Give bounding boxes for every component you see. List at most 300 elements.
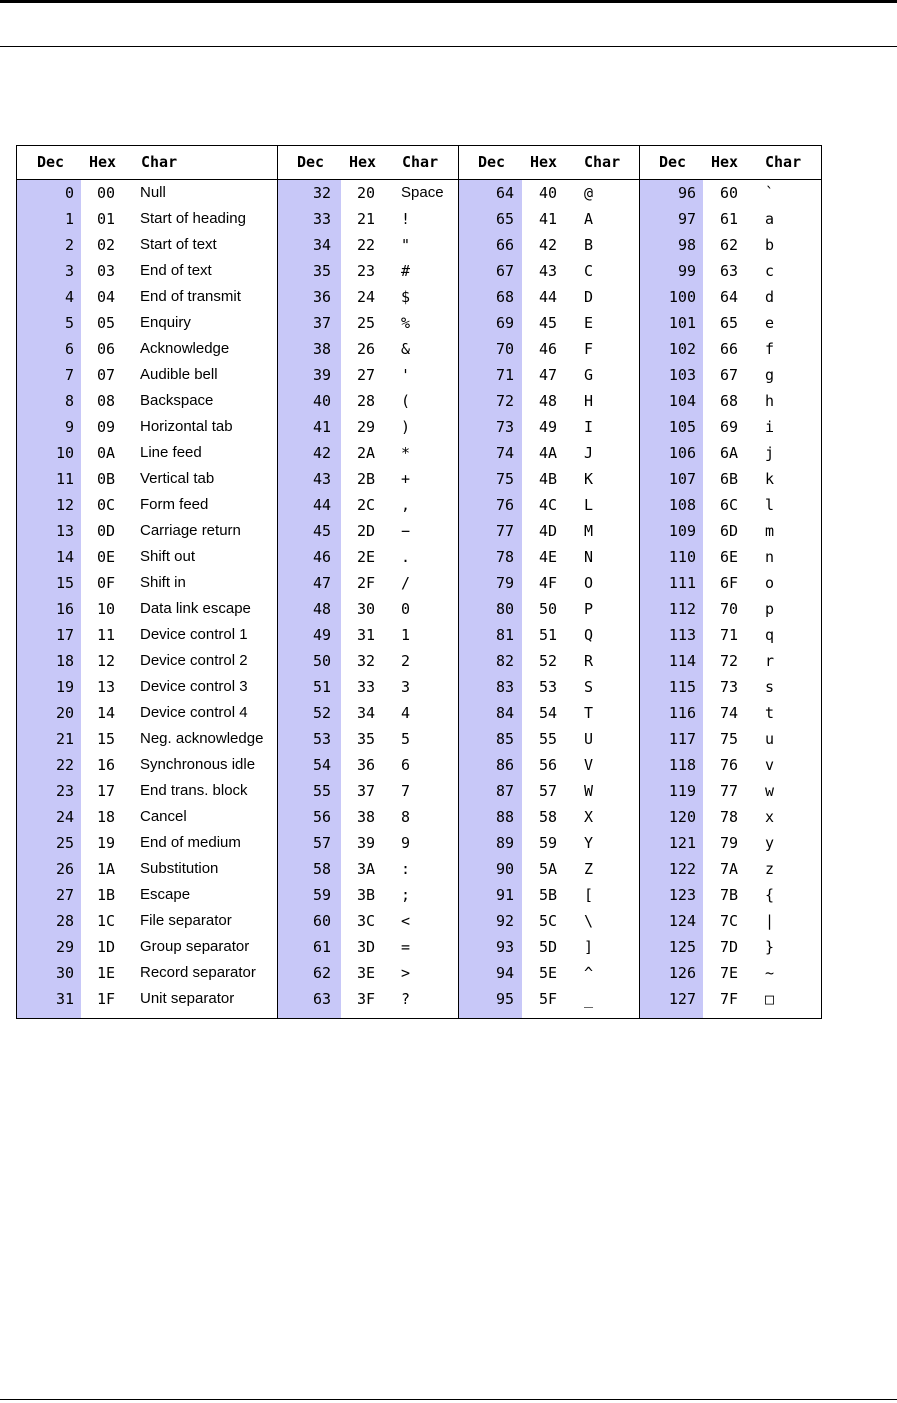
- column-header: [459, 146, 639, 180]
- table-row: [640, 830, 821, 856]
- hex-value: 00: [97, 184, 116, 202]
- hex-value: 1D: [97, 938, 116, 956]
- table-row: [640, 362, 821, 388]
- header-hex: Hex: [530, 153, 558, 171]
- column-header: [278, 146, 458, 180]
- table-row: [459, 882, 639, 908]
- char-value: f: [765, 340, 775, 358]
- char-value: B: [584, 236, 594, 254]
- hex-value: 4C: [539, 496, 558, 514]
- table-row: [17, 934, 277, 960]
- hex-value: 21: [357, 210, 376, 228]
- char-value: ~: [765, 964, 775, 982]
- char-value: m: [765, 522, 775, 540]
- dec-value: 65: [495, 210, 514, 228]
- char-value: _: [584, 990, 594, 1008]
- hex-value: 40: [539, 184, 558, 202]
- char-value: {: [765, 886, 775, 904]
- table-row: [278, 180, 458, 206]
- hex-value: 38: [357, 808, 376, 826]
- table-row: [459, 674, 639, 700]
- hex-value: 14: [97, 704, 116, 722]
- char-value: .: [401, 548, 411, 566]
- char-value: L: [584, 496, 594, 514]
- table-row: [278, 206, 458, 232]
- hex-value: 4D: [539, 522, 558, 540]
- table-row: [278, 908, 458, 934]
- hex-value: 59: [539, 834, 558, 852]
- table-row: [640, 206, 821, 232]
- dec-value: 15: [55, 574, 74, 592]
- char-value: \: [584, 912, 594, 930]
- table-row: [640, 414, 821, 440]
- table-row: [17, 206, 277, 232]
- char-value: Carriage return: [140, 522, 241, 539]
- char-value: >: [401, 964, 411, 982]
- table-row: [17, 908, 277, 934]
- dec-value: 106: [668, 444, 696, 462]
- header-char: Char: [584, 153, 621, 171]
- table-row: [640, 882, 821, 908]
- table-row: [17, 986, 277, 1012]
- char-value: X: [584, 808, 594, 826]
- table-row: [459, 206, 639, 232]
- hex-value: 6D: [720, 522, 739, 540]
- char-value: Line feed: [140, 444, 202, 461]
- hex-value: 68: [720, 392, 739, 410]
- char-value: U: [584, 730, 594, 748]
- dec-value: 33: [312, 210, 331, 228]
- char-value: :: [401, 860, 411, 878]
- table-row: [640, 518, 821, 544]
- char-value: ": [401, 236, 411, 254]
- dec-value: 52: [312, 704, 331, 722]
- hex-value: 11: [97, 626, 116, 644]
- table-row: [459, 284, 639, 310]
- table-row: [17, 336, 277, 362]
- hex-value: 5A: [539, 860, 558, 878]
- dec-value: 94: [495, 964, 514, 982]
- table-row: [640, 778, 821, 804]
- char-value: 5: [401, 730, 411, 748]
- table-row: [17, 726, 277, 752]
- header-rule: [0, 46, 897, 47]
- char-value: ,: [401, 496, 411, 514]
- table-row: [17, 544, 277, 570]
- hex-value: 06: [97, 340, 116, 358]
- table-row: [17, 882, 277, 908]
- char-value: Device control 4: [140, 704, 248, 721]
- char-value: Record separator: [140, 964, 256, 981]
- table-row: [640, 908, 821, 934]
- dec-value: 22: [55, 756, 74, 774]
- dec-value: 70: [495, 340, 514, 358]
- hex-value: 23: [357, 262, 376, 280]
- table-row: [640, 284, 821, 310]
- char-value: o: [765, 574, 775, 592]
- hex-value: 5F: [539, 990, 558, 1008]
- char-value: ;: [401, 886, 411, 904]
- dec-value: 74: [495, 444, 514, 462]
- hex-value: 43: [539, 262, 558, 280]
- hex-value: 4B: [539, 470, 558, 488]
- table-row: [278, 856, 458, 882]
- ascii-table: [16, 145, 822, 1019]
- table-row: [278, 232, 458, 258]
- char-value: 8: [401, 808, 411, 826]
- char-value: File separator: [140, 912, 232, 929]
- dec-value: 0: [64, 184, 74, 202]
- char-value: Vertical tab: [140, 470, 215, 487]
- hex-value: 05: [97, 314, 116, 332]
- column-header: [17, 146, 277, 180]
- dec-value: 40: [312, 392, 331, 410]
- table-row: [278, 362, 458, 388]
- dec-value: 83: [495, 678, 514, 696]
- dec-value: 1: [64, 210, 74, 228]
- char-value: F: [584, 340, 594, 358]
- table-row: [459, 440, 639, 466]
- table-row: [278, 258, 458, 284]
- dec-value: 95: [495, 990, 514, 1008]
- char-value: Device control 3: [140, 678, 248, 695]
- dec-value: 42: [312, 444, 331, 462]
- hex-value: 1C: [97, 912, 116, 930]
- hex-value: 28: [357, 392, 376, 410]
- hex-value: 7E: [720, 964, 739, 982]
- table-row: [640, 180, 821, 206]
- hex-value: 66: [720, 340, 739, 358]
- dec-value: 21: [55, 730, 74, 748]
- hex-value: 27: [357, 366, 376, 384]
- dec-value: 13: [55, 522, 74, 540]
- table-row: [459, 622, 639, 648]
- hex-value: 5B: [539, 886, 558, 904]
- table-row: [17, 258, 277, 284]
- hex-value: 50: [539, 600, 558, 618]
- char-value: [: [584, 886, 594, 904]
- dec-value: 19: [55, 678, 74, 696]
- dec-value: 107: [668, 470, 696, 488]
- char-value: p: [765, 600, 775, 618]
- table-row: [640, 388, 821, 414]
- table-row: [459, 752, 639, 778]
- char-value: K: [584, 470, 594, 488]
- hex-value: 09: [97, 418, 116, 436]
- char-value: Substitution: [140, 860, 219, 877]
- table-row: [459, 596, 639, 622]
- table-row: [17, 622, 277, 648]
- dec-value: 88: [495, 808, 514, 826]
- char-value: G: [584, 366, 594, 384]
- char-value: □: [765, 990, 775, 1008]
- ascii-column-4: [640, 146, 821, 1018]
- table-row: [17, 960, 277, 986]
- dec-value: 58: [312, 860, 331, 878]
- char-value: Start of text: [140, 236, 217, 253]
- char-value: ^: [584, 964, 594, 982]
- hex-value: 1A: [97, 860, 116, 878]
- char-value: x: [765, 808, 775, 826]
- hex-value: 75: [720, 730, 739, 748]
- table-row: [17, 778, 277, 804]
- char-value: 2: [401, 652, 411, 670]
- hex-value: 52: [539, 652, 558, 670]
- hex-value: 17: [97, 782, 116, 800]
- hex-value: 70: [720, 600, 739, 618]
- hex-value: 41: [539, 210, 558, 228]
- dec-value: 44: [312, 496, 331, 514]
- dec-value: 118: [668, 756, 696, 774]
- char-value: 9: [401, 834, 411, 852]
- char-value: s: [765, 678, 775, 696]
- hex-value: 35: [357, 730, 376, 748]
- char-value: Enquiry: [140, 314, 191, 331]
- hex-value: 4F: [539, 574, 558, 592]
- table-row: [459, 648, 639, 674]
- hex-value: 5E: [539, 964, 558, 982]
- dec-value: 20: [55, 704, 74, 722]
- char-value: n: [765, 548, 775, 566]
- char-value: ': [401, 366, 411, 384]
- char-value: 6: [401, 756, 411, 774]
- dec-value: 111: [668, 574, 696, 592]
- table-row: [17, 284, 277, 310]
- dec-value: 72: [495, 392, 514, 410]
- table-row: [278, 518, 458, 544]
- dec-value: 5: [64, 314, 74, 332]
- dec-value: 119: [668, 782, 696, 800]
- table-row: [640, 986, 821, 1012]
- dec-value: 115: [668, 678, 696, 696]
- dec-value: 67: [495, 262, 514, 280]
- table-row: [640, 960, 821, 986]
- hex-value: 29: [357, 418, 376, 436]
- table-row: [17, 414, 277, 440]
- table-row: [640, 700, 821, 726]
- hex-value: 73: [720, 678, 739, 696]
- dec-value: 125: [668, 938, 696, 956]
- table-row: [459, 934, 639, 960]
- table-row: [278, 310, 458, 336]
- table-row: [17, 466, 277, 492]
- table-row: [17, 804, 277, 830]
- table-row: [17, 596, 277, 622]
- dec-value: 38: [312, 340, 331, 358]
- table-row: [17, 674, 277, 700]
- dec-value: 116: [668, 704, 696, 722]
- hex-value: 2A: [357, 444, 376, 462]
- hex-value: 6F: [720, 574, 739, 592]
- char-value: u: [765, 730, 775, 748]
- dec-value: 114: [668, 652, 696, 670]
- char-value: /: [401, 574, 411, 592]
- char-value: r: [765, 652, 775, 670]
- char-value: Horizontal tab: [140, 418, 233, 435]
- dec-value: 57: [312, 834, 331, 852]
- table-row: [640, 492, 821, 518]
- char-value: !: [401, 210, 411, 228]
- ascii-column-2: [278, 146, 459, 1018]
- dec-value: 80: [495, 600, 514, 618]
- char-value: Z: [584, 860, 594, 878]
- char-value: c: [765, 262, 775, 280]
- header-hex: Hex: [711, 153, 739, 171]
- hex-value: 03: [97, 262, 116, 280]
- char-value: ): [401, 418, 411, 436]
- table-row: [640, 674, 821, 700]
- hex-value: 32: [357, 652, 376, 670]
- table-row: [459, 466, 639, 492]
- table-row: [640, 726, 821, 752]
- hex-value: 3A: [357, 860, 376, 878]
- char-value: =: [401, 938, 411, 956]
- hex-value: 2B: [357, 470, 376, 488]
- hex-value: 6B: [720, 470, 739, 488]
- dec-value: 51: [312, 678, 331, 696]
- table-row: [459, 570, 639, 596]
- char-value: Form feed: [140, 496, 209, 513]
- table-row: [278, 284, 458, 310]
- dec-value: 109: [668, 522, 696, 540]
- dec-value: 59: [312, 886, 331, 904]
- hex-value: 30: [357, 600, 376, 618]
- ascii-column-3: [459, 146, 640, 1018]
- dec-value: 87: [495, 782, 514, 800]
- table-row: [17, 180, 277, 206]
- table-row: [459, 492, 639, 518]
- hex-value: 0F: [97, 574, 116, 592]
- dec-value: 24: [55, 808, 74, 826]
- dec-value: 55: [312, 782, 331, 800]
- char-value: k: [765, 470, 775, 488]
- dec-value: 53: [312, 730, 331, 748]
- dec-value: 122: [668, 860, 696, 878]
- dec-value: 77: [495, 522, 514, 540]
- hex-value: 0E: [97, 548, 116, 566]
- char-value: 1: [401, 626, 411, 644]
- dec-value: 7: [64, 366, 74, 384]
- char-value: Y: [584, 834, 594, 852]
- dec-value: 98: [677, 236, 696, 254]
- header-char: Char: [402, 153, 439, 171]
- char-value: q: [765, 626, 775, 644]
- dec-value: 104: [668, 392, 696, 410]
- hex-value: 77: [720, 782, 739, 800]
- char-value: Shift in: [140, 574, 186, 591]
- char-value: (: [401, 392, 411, 410]
- dec-value: 75: [495, 470, 514, 488]
- dec-value: 102: [668, 340, 696, 358]
- dec-value: 18: [55, 652, 74, 670]
- table-row: [278, 752, 458, 778]
- dec-value: 43: [312, 470, 331, 488]
- char-value: Null: [140, 184, 166, 201]
- table-row: [640, 596, 821, 622]
- hex-value: 2E: [357, 548, 376, 566]
- table-row: [278, 414, 458, 440]
- dec-value: 92: [495, 912, 514, 930]
- hex-value: 04: [97, 288, 116, 306]
- hex-value: 54: [539, 704, 558, 722]
- ascii-column-1: [17, 146, 278, 1018]
- dec-value: 34: [312, 236, 331, 254]
- hex-value: 22: [357, 236, 376, 254]
- table-row: [278, 960, 458, 986]
- char-value: }: [765, 938, 775, 956]
- char-value: Synchronous idle: [140, 756, 256, 773]
- table-row: [278, 648, 458, 674]
- hex-value: 42: [539, 236, 558, 254]
- hex-value: 4E: [539, 548, 558, 566]
- table-row: [17, 752, 277, 778]
- hex-value: 4A: [539, 444, 558, 462]
- hex-value: 78: [720, 808, 739, 826]
- dec-value: 60: [312, 912, 331, 930]
- dec-value: 50: [312, 652, 331, 670]
- dec-value: 6: [64, 340, 74, 358]
- dec-value: 112: [668, 600, 696, 618]
- char-value: Escape: [140, 886, 191, 903]
- char-value: i: [765, 418, 775, 436]
- dec-value: 84: [495, 704, 514, 722]
- hex-value: 26: [357, 340, 376, 358]
- dec-value: 71: [495, 366, 514, 384]
- hex-value: 60: [720, 184, 739, 202]
- hex-value: 3F: [357, 990, 376, 1008]
- header-dec: Dec: [478, 153, 506, 171]
- char-value: Start of heading: [140, 210, 246, 227]
- hex-value: 36: [357, 756, 376, 774]
- table-row: [459, 804, 639, 830]
- dec-value: 25: [55, 834, 74, 852]
- char-value: l: [765, 496, 775, 514]
- char-value: Device control 1: [140, 626, 248, 643]
- dec-value: 66: [495, 236, 514, 254]
- hex-value: 69: [720, 418, 739, 436]
- dec-value: 117: [668, 730, 696, 748]
- dec-value: 124: [668, 912, 696, 930]
- hex-value: 0D: [97, 522, 116, 540]
- dec-value: 121: [668, 834, 696, 852]
- dec-value: 41: [312, 418, 331, 436]
- dec-value: 64: [495, 184, 514, 202]
- hex-value: 71: [720, 626, 739, 644]
- page-top-rule: [0, 0, 897, 3]
- table-row: [640, 804, 821, 830]
- hex-value: 5D: [539, 938, 558, 956]
- char-value: Shift out: [140, 548, 196, 565]
- char-value: W: [584, 782, 594, 800]
- hex-value: 55: [539, 730, 558, 748]
- hex-value: 31: [357, 626, 376, 644]
- dec-value: 31: [55, 990, 74, 1008]
- char-value: |: [765, 912, 775, 930]
- char-value: z: [765, 860, 775, 878]
- table-row: [278, 336, 458, 362]
- hex-value: 08: [97, 392, 116, 410]
- hex-value: 61: [720, 210, 739, 228]
- hex-value: 1E: [97, 964, 116, 982]
- table-row: [17, 440, 277, 466]
- table-row: [459, 856, 639, 882]
- table-row: [17, 232, 277, 258]
- dec-value: 54: [312, 756, 331, 774]
- char-value: 3: [401, 678, 411, 696]
- dec-value: 29: [55, 938, 74, 956]
- hex-value: 37: [357, 782, 376, 800]
- hex-value: 20: [357, 184, 376, 202]
